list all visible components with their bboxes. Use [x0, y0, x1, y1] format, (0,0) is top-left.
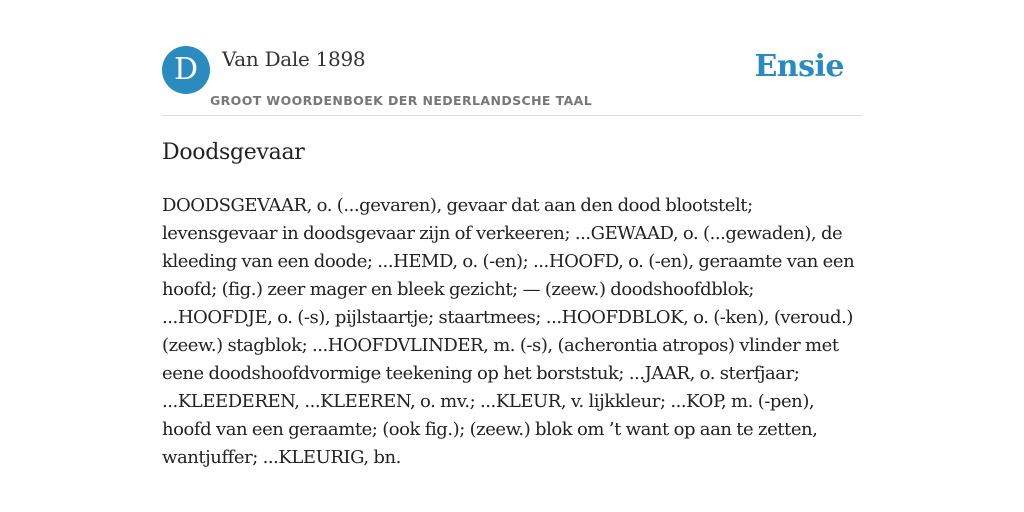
entry-definition: DOODSGEVAAR, o. (...gevaren), gevaar dat aan den dood blootstelt; levensgevaar in doodsgevaar zijn of verkeeren; ...GEWAAD, o. (...gewaden), de kleeding van een doode; ...HEMD, o. (-en); ...HOOFD, o. (-en), geraamte van een hoofd; (fig.) zeer mager en bleek gezicht; — (zeew.) doodshoofdblok; ...HOOFDJE, o. (-s), pijlstaartje; staartmees; ...HOOFDBLOK, o. (-ken), (veroud.) (zeew.) stagblok; ...HOOFDVLINDER, m. (-s), (acherontia atropos) vlinder met eene doodshoofdvormige teekening op het borststuk; ...JAAR, o. sterfjaar; ...KLEEDEREN, ...KLEEREN, o. mv.; ...KLEUR, v. lijkkleur; ...KOP, m. (-pen), hoofd van een geraamte; (ook fig.); (zeew.) blok om ’t want op aan te zetten, wantjuffer; ...KLEURIG, bn.	[162, 195, 855, 468]
dictionary-header	[162, 46, 862, 116]
entry-headword: Doodsgevaar	[162, 140, 305, 165]
ensie-logo[interactable]: Ensie	[754, 49, 844, 84]
source-title[interactable]: Van Dale 1898	[222, 47, 366, 71]
source-avatar: D	[162, 46, 210, 94]
source-subtitle: GROOT WOORDENBOEK DER NEDERLANDSCHE TAAL	[210, 93, 593, 108]
